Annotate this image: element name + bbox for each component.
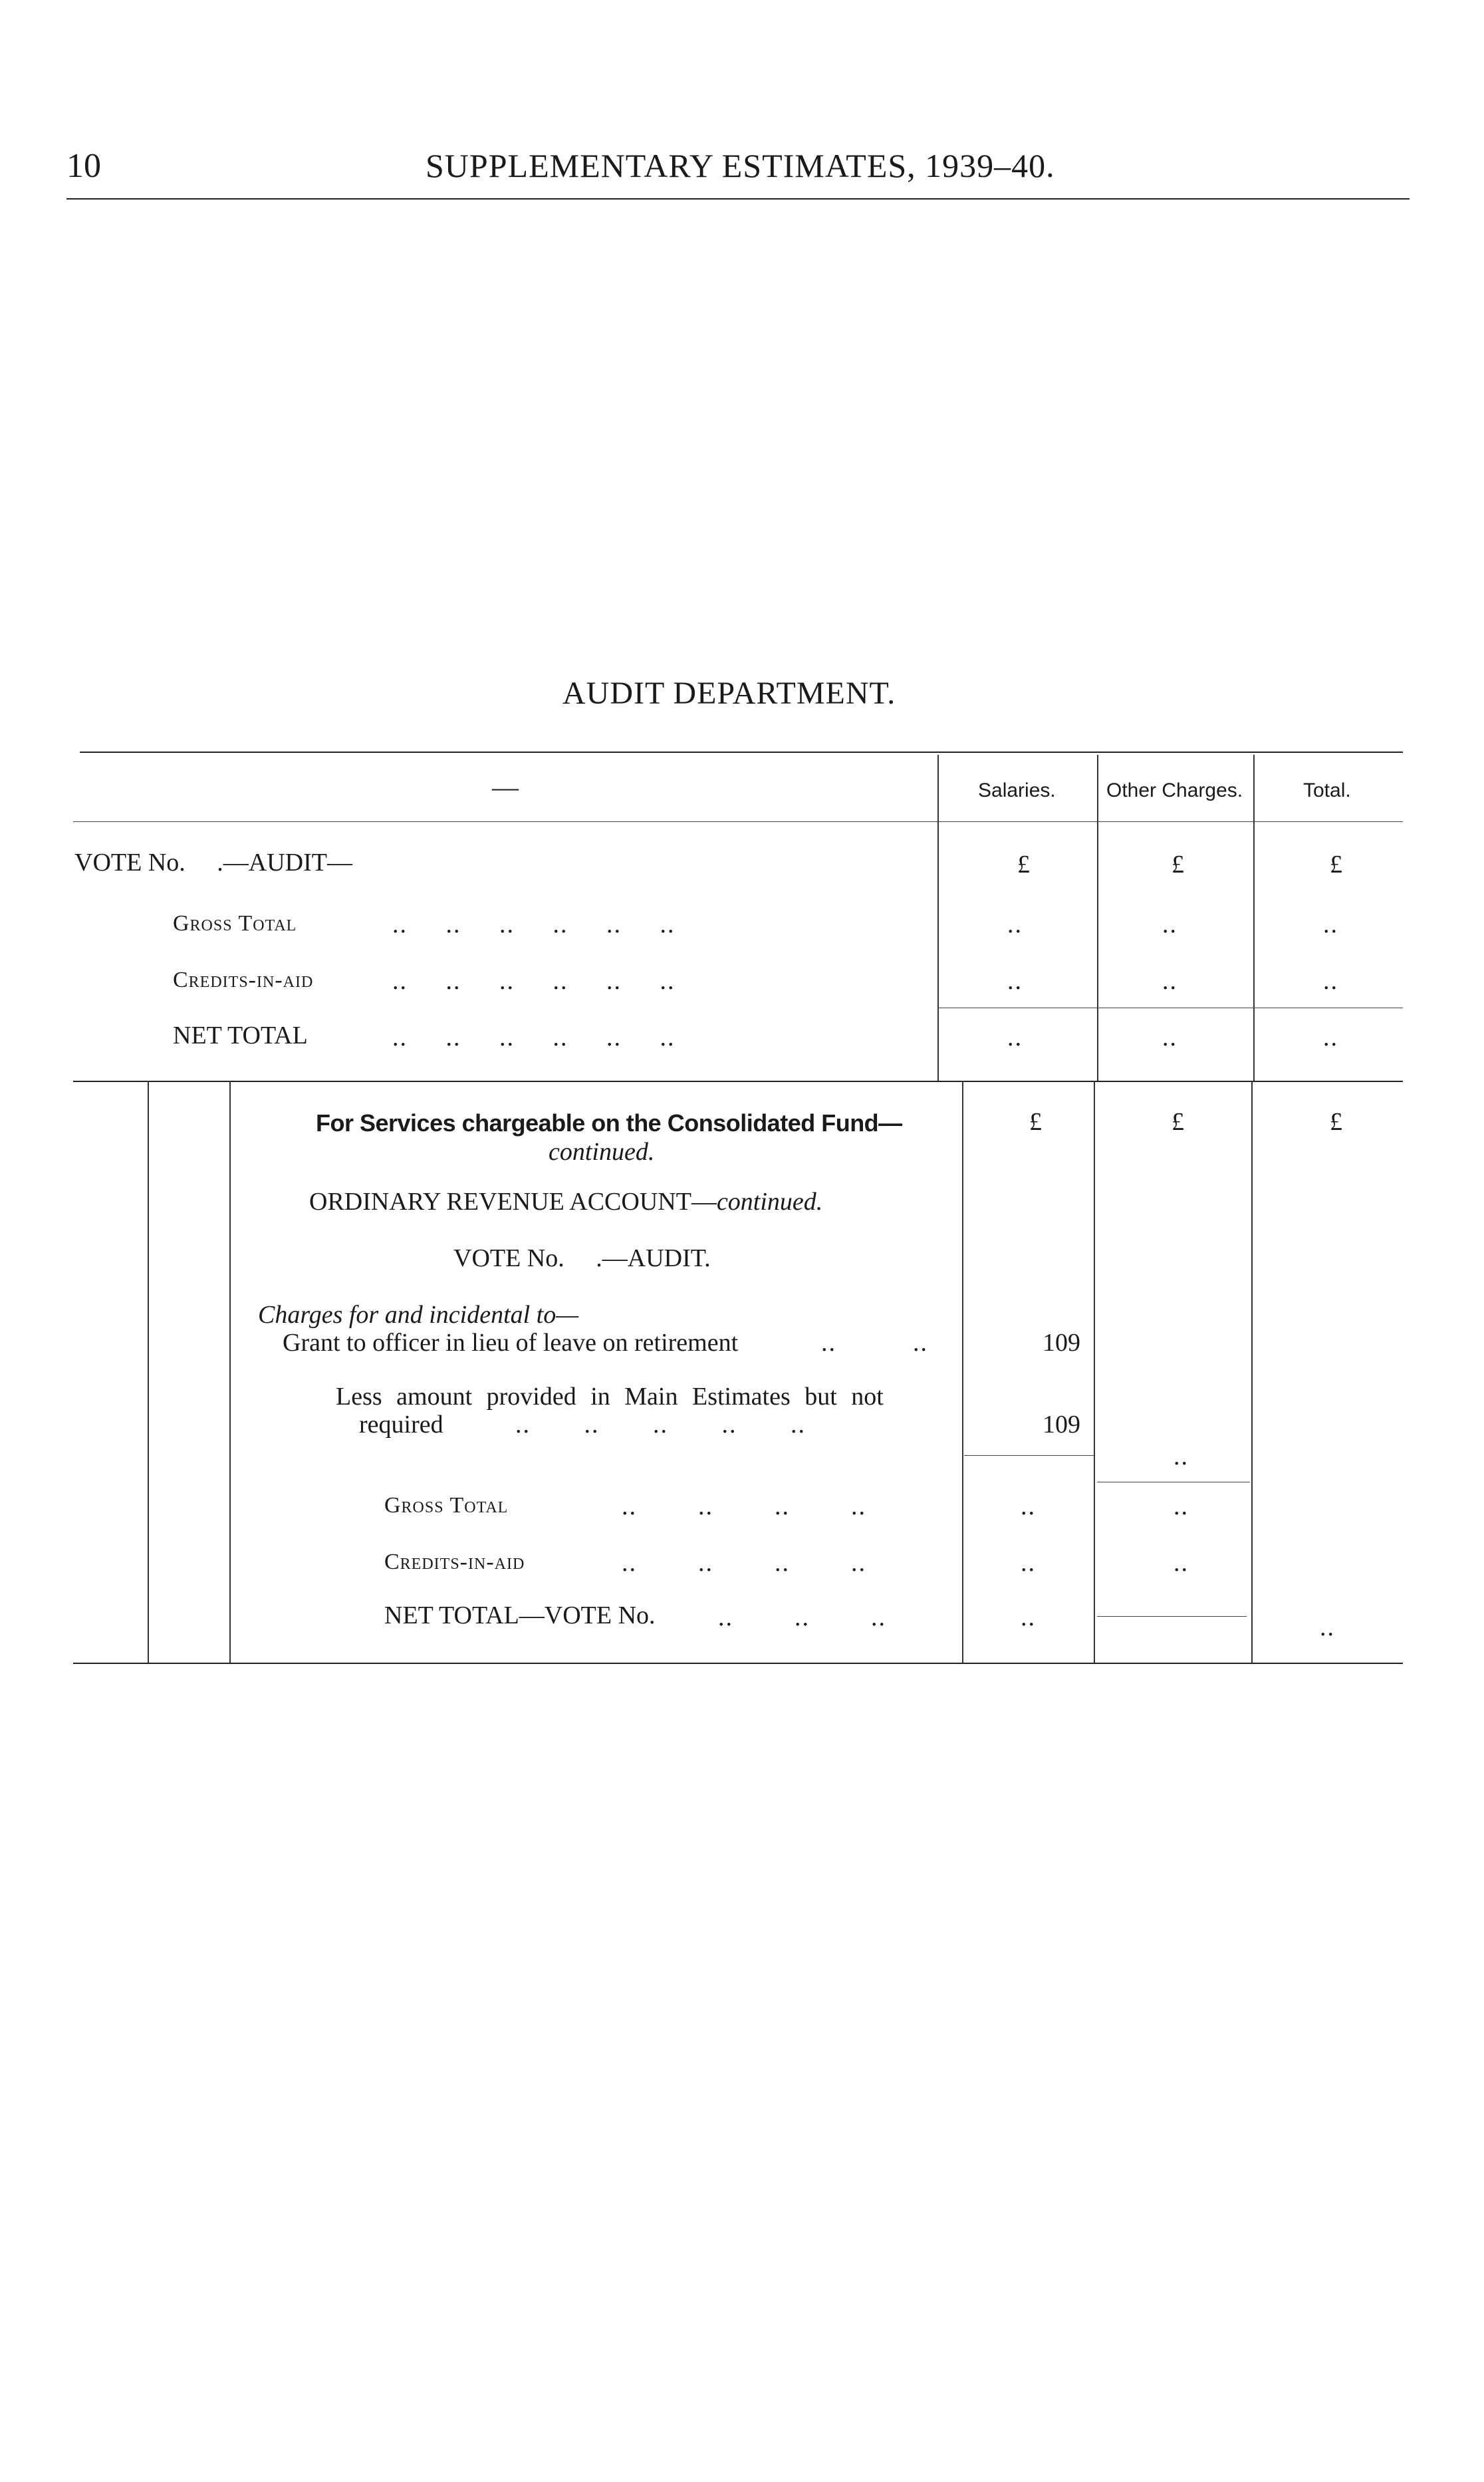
summary-vote-label: VOTE No. .—AUDIT— [74,849,352,877]
account-title-continued: continued. [716,1188,823,1216]
detail-col-divider-e [1251,1081,1253,1663]
net-total-rule [1097,1616,1247,1617]
detail-col-divider-b [229,1081,231,1663]
salaries-subtotal-rule [964,1455,1094,1456]
summary-gross-total-salaries: .. [1007,910,1023,938]
detail-col-divider-c [962,1081,963,1663]
grant-amount: 109 [1043,1329,1080,1357]
summary-col-divider-1 [937,755,939,1081]
detail-salaries-currency: £ [1029,1108,1042,1136]
summary-credits-leaders: .. .. .. .. .. .. [392,967,676,995]
header-rule [66,198,1410,200]
summary-credits-label: Credits-in-aid [173,968,314,992]
summary-other-currency: £ [1172,851,1184,879]
description-column-header: — [492,772,519,802]
total-column-header: Total. [1303,779,1351,801]
detail-gross-total-salaries: .. [1021,1492,1036,1520]
summary-net-total-leaders: .. .. .. .. .. .. [392,1024,676,1051]
summary-net-total-label: NET TOTAL [173,1022,308,1049]
detail-net-total-leaders: .. .. .. [718,1603,886,1631]
running-title: SUPPLEMENTARY ESTIMATES, 1939–40. [426,147,1055,184]
detail-credits-salaries: .. [1021,1549,1036,1577]
detail-col-divider-d [1094,1081,1095,1663]
detail-gross-total-label: Gross Total [384,1493,509,1518]
detail-credits-other: .. [1174,1549,1189,1577]
account-title [309,1187,822,1216]
detail-col-divider-a [148,1081,149,1663]
detail-credits-label: Credits-in-aid [384,1550,525,1574]
summary-net-total-total: .. [1323,1024,1338,1051]
charges-intro: Charges for and incidental to— [258,1301,579,1329]
detail-gross-total-other: .. [1174,1492,1189,1520]
detail-net-total-label: NET TOTAL—VOTE No. [384,1601,656,1629]
detail-vote-line: VOTE No. .—AUDIT. [453,1244,711,1272]
summary-net-total-other: .. [1162,1024,1177,1051]
detail-other-currency: £ [1172,1108,1184,1136]
summary-credits-other: .. [1162,967,1177,995]
detail-net-total-total: .. [1320,1613,1335,1641]
less-other-value: .. [1174,1443,1189,1470]
page-number: 10 [66,147,101,185]
detail-top-rule [73,1081,1403,1082]
department-title: AUDIT DEPARTMENT. [562,676,896,711]
salaries-column-header: Salaries. [978,779,1056,801]
grant-line: Grant to officer in lieu of leave on retirement [283,1329,739,1357]
summary-head-rule [73,821,1403,822]
detail-gross-total-leaders: .. .. .. .. [622,1492,866,1520]
summary-credits-salaries: .. [1007,967,1023,995]
less-amount: 109 [1043,1411,1080,1439]
summary-credits-total: .. [1323,967,1338,995]
summary-gross-total-label: Gross Total [173,911,297,936]
detail-credits-leaders: .. .. .. .. [622,1549,866,1577]
detail-net-total-salaries: .. [1021,1603,1036,1631]
summary-top-rule [80,752,1403,753]
account-title-main: ORDINARY REVENUE ACCOUNT— [309,1188,717,1216]
summary-col-divider-3 [1253,755,1255,1081]
summary-net-total-salaries: .. [1007,1024,1023,1051]
summary-gross-total-leaders: .. .. .. .. .. .. [392,910,676,938]
summary-total-currency: £ [1330,851,1342,879]
detail-heading-continued: continued. [549,1138,655,1166]
summary-col-divider-2 [1097,755,1098,1081]
less-line-2: required [359,1411,443,1439]
detail-total-currency: £ [1330,1108,1342,1136]
summary-gross-total-total: .. [1323,910,1338,938]
other-charges-column-header: Other Charges. [1106,779,1243,801]
detail-bottom-rule [73,1663,1403,1664]
summary-salaries-currency: £ [1017,851,1030,879]
summary-gross-total-other: .. [1162,910,1177,938]
less-leaders: .. .. .. .. .. [515,1411,806,1439]
detail-heading: For Services chargeable on the Consolidated Fund— [316,1109,902,1137]
grant-leaders: .. .. [821,1329,928,1357]
less-line-1: Less amount provided in Main Estimates but not [336,1383,884,1411]
